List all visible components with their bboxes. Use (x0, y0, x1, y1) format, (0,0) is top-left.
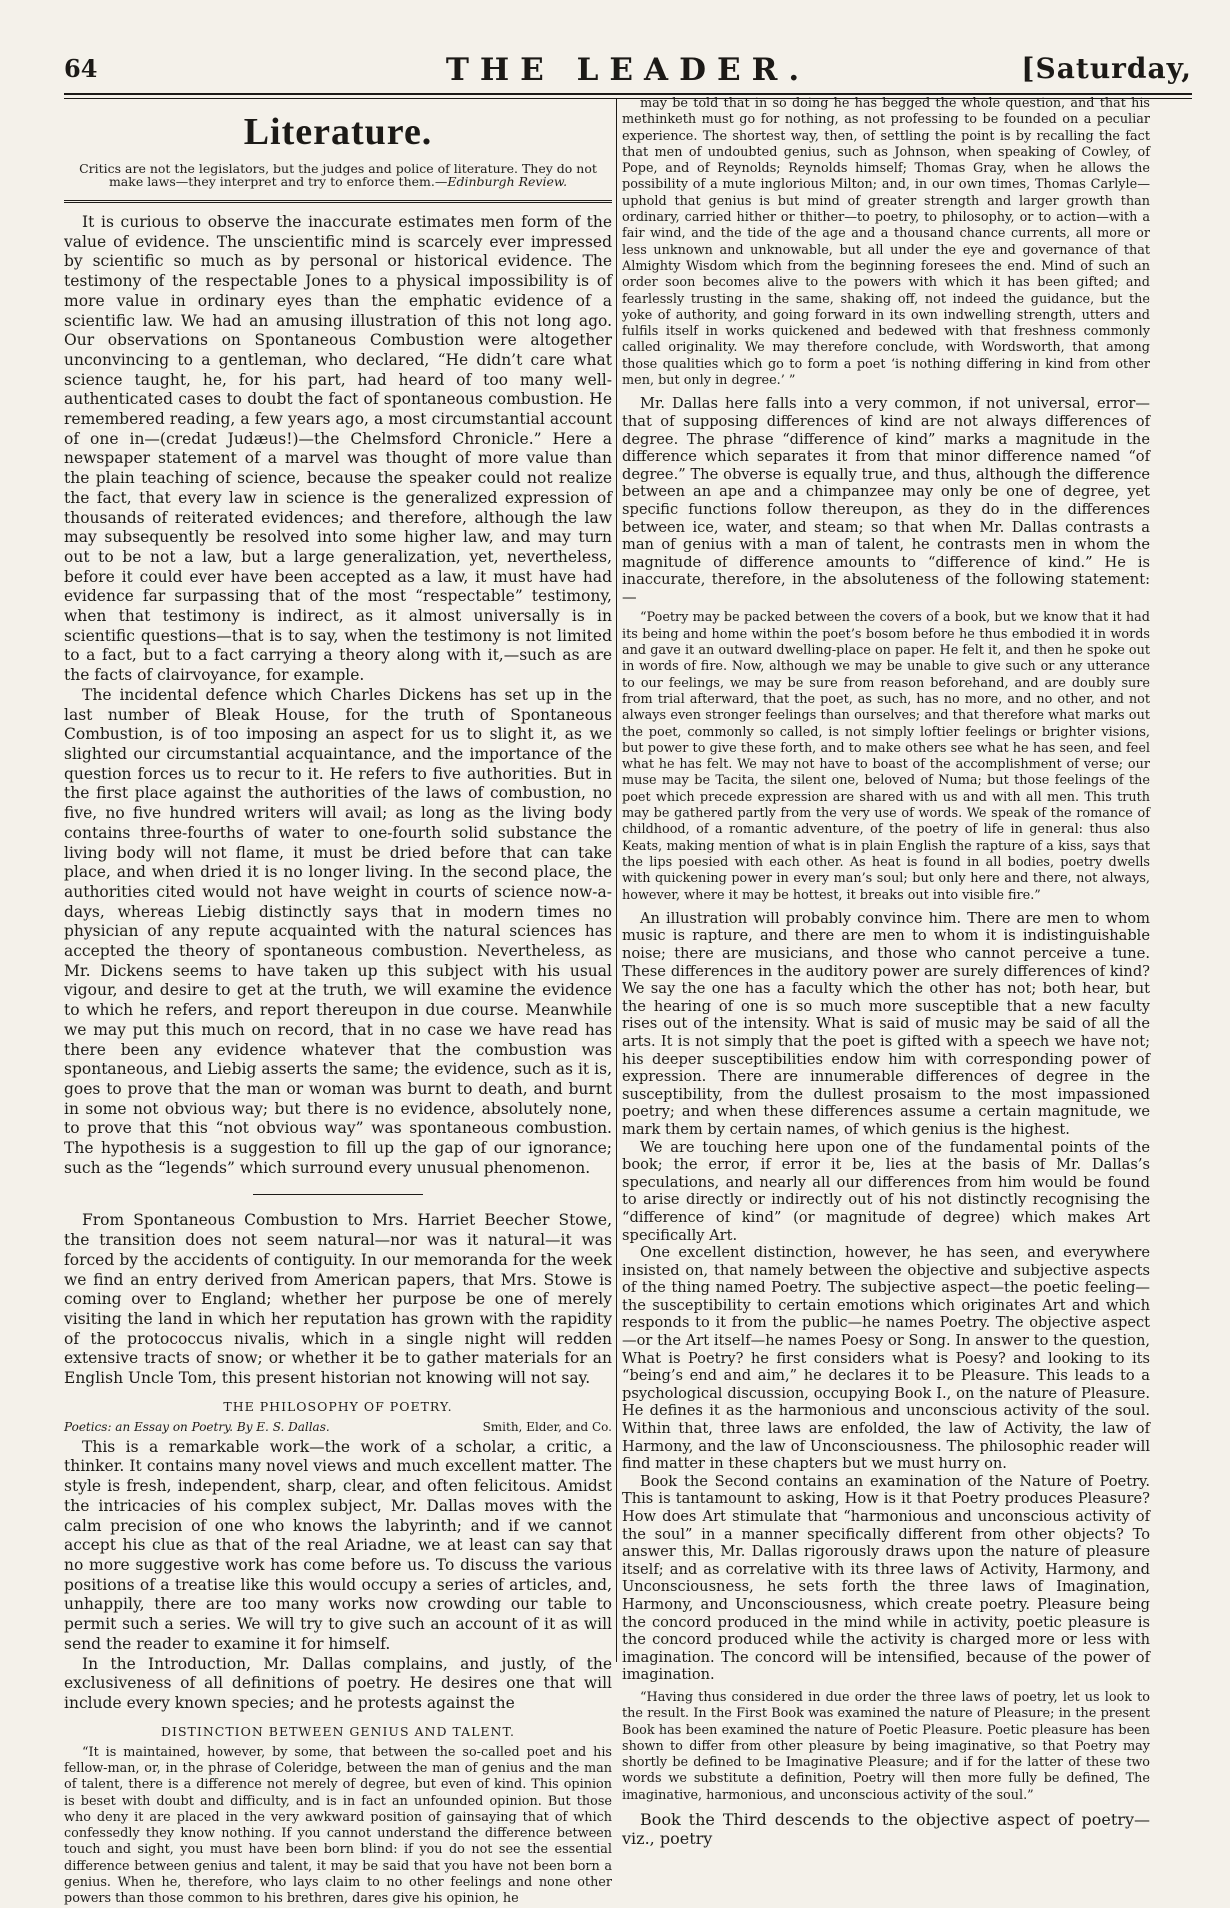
right-body-b (622, 910, 1150, 1684)
review-heading: THE PHILOSOPHY OF POETRY. (223, 1398, 453, 1414)
paragraph-fundamental: We are touching here upon one of the fundamental points of the book; the error, if error it be, lies at the basis of Mr. Dallas’s speculations, and nearly all our differences from him would be found to arise directly or indirectly out of his not distinctly recognising the “difference of kind” (or magnitude of degree) which makes Art specifically Art. (622, 1138, 1150, 1244)
masthead-title: THE LEADER. (445, 52, 811, 88)
citation-publisher: Smith, Elder, and Co. (482, 1419, 612, 1434)
paragraph-book-second: Book the Second contains an examination of the Nature of Poetry. This is tantamount to asking, How is it that Poetry produces Pleasure? How does Art stimulate that “harmonious and unconscious activity of the soul” in a manner specifically different from other objects? To answer this, Mr. Dallas rigorously draws upon the nature of pleasure itself; and as correlative with its three laws of Activity, Harmony, and Unconsciousness, he sets forth the three laws of Imagination, Harmony, and Unconsciousness, which create poetry. Pleasure being the concord produced in the mind while in activity, poetic pleasure is the concord produced while the activity is charged more or less with imagination. The concord will be intensified, because of the power of imagination. (622, 1472, 1150, 1684)
section-rule (64, 200, 612, 203)
paragraph-book-third: Book the Third descends to the objective aspect of poetry—viz., poetry (622, 1810, 1150, 1849)
column-divider (616, 98, 617, 1662)
paragraph-dallas-error: Mr. Dallas here falls into a very common, if not universal, error—that of supposing differences of kind are not always differences of degree. The phrase “difference of kind” marks a magnitude in the difference which separates it from that minor difference named “of degree.” The obverse is equally true, and thus, although the difference between an ape and a chimpanzee may only be one of degree, yet specific functions follow thereupon, as they do in the differences between ice, water, and steam; so that when Mr. Dallas contrasts a man of genius with a man of talent, he contrasts men in whom the magnitude of difference amounts to “difference of kind.” He is inaccurate, therefore, in the absoluteness of the following statement:— (622, 395, 1150, 606)
epigraph-text: Critics are not the legislators, but the judges and police of literature. They do not make laws—they interpret and try to enforce them.— (79, 161, 597, 189)
separator-rule (253, 1194, 423, 1195)
paragraph-dickens: The incidental defence which Charles Dickens has set up in the last number of Bleak House, for the truth of Spontaneous Combustion, is of too imposing an aspect for us to slight it, as we slighted our circumstantial acquaintance, and the importance of the question forces us to recur to it. He refers to five authorities. But in the first place against the authorities of the laws of combustion, no five, no five hundred writers will avail; as long as the living body contains three-fourths of water to one-fourth solid substance the living body will not flame, it must be dried before that can take place, and when dried it is no longer living. In the second place, the authorities cited would not have weight in courts of science now-a-days, whereas Liebig distinctly says that in modern times no physician of any repute acquainted with the natural sciences has accepted the theory of spontaneous combustion. Nevertheless, as Mr. Dickens seems to have taken up this subject with his usual vigour, and desire to get at the truth, we will examine the evidence to which he refers, and report thereupon in due course. Meanwhile we may put this much on record, that in no case we have read has there been any evidence whatever that the combustion was spontaneous, and Liebig asserts the same; the evidence, such as it is, goes to prove that the man or woman was burnt to death, and burnt in some not obvious way; but there is no evidence, absolutely none, to prove that this “not obvious way” was spontaneous combustion. The hypothesis is a suggestion to fill up the gap of our ignorance; such as the “legends” which surround every unusual phenomenon. (64, 685, 612, 1177)
left-body (64, 213, 612, 1389)
citation-title: Poetics: an Essay on Poetry. By E. S. Dallas. (64, 1419, 330, 1434)
paragraph-remarkable-work: This is a remarkable work—the work of a scholar, a critic, a thinker. It contains many novel views and much excellent matter. The style is fresh, independent, sharp, clear, and often felicitous. Amidst the intricacies of his complex subject, Mr. Dallas moves with the calm precision of one who knows the labyrinth; and if we cannot accept his clue as that of the real Ariadne, we at least can say that no more suggestive work has come before us. To discuss the various positions of a treatise like this would occupy a series of articles, and, unhappily, there are too many works now crowding our table to permit such a series. We will try to give such an account of it as will send the reader to examine it for himself. (64, 1437, 612, 1653)
subheading-genius-talent: DISTINCTION BETWEEN GENIUS AND TALENT. (161, 1723, 515, 1739)
paragraph-illustration: An illustration will probably convince him. There are men to whom music is rapture, and there are men to whom it is indistinguishable noise; there are musicians, and those who cannot perceive a tune. These differences in the auditory power are surely differences of kind? We say the one has a faculty which the other has not; both hear, but the hearing of one is so much more susceptible that a new faculty rises out of the intensity. What is said of music may be said of all the arts. It is not simply that the poet is gifted with a speech we have not; his deeper susceptibilities endow him with corresponding power of expression. There are innumerable differences of degree in the susceptibility, from the dullest prosaism to the most impassioned poetry; and when these differences assume a certain magnitude, we mark them by certain names, of which genius is the highest. (622, 909, 1150, 1138)
left-column (64, 96, 612, 1907)
page-header (64, 46, 1192, 92)
epigraph-source: Edinburgh Review. (447, 174, 568, 189)
paragraph-evidence: It is curious to observe the inaccurate estimates men form of the value of evidence. The unscientific mind is scarcely ever impressed by scientific so much as by personal or historical evidence. The testimony of the respectable Jones to a physical impossibility is of more value in ordinary eyes than the emphatic evidence of a scientific law. We had an amusing illustration of this not long ago. Our observations on Spontaneous Combustion were altogether unconvincing to a gentleman, who declared, “He didn’t care what science taught, he, for his part, had heard of too many well-authenticated cases to doubt the fact of spontaneous combustion. He remembered reading, a few years ago, a most circumstantial account of one in—(credat Judæus!)—the Chelmsford Chronicle.” Here a newspaper statement of a marvel was thought of more value than the plain teaching of science, because the speaker could not realize the fact, that every law in science is the generalized expression of thousands of reiterated evidences; and therefore, although the law may subsequently be resolved into some higher law, and may turn out to be not a law, but a large generalization, yet, nevertheless, before it could ever have been accepted as a law, it must have had evidence far surpassing that of the most “respectable” testimony, when that testimony is indirect, as it almost universally is in scientific questions—that is to say, when the testimony is not limited to a fact, but to a fact carrying a theory along with it,—such as are the facts of clairvoyance, for example. (64, 213, 612, 685)
right-body-a (622, 395, 1150, 606)
right-column (622, 96, 1150, 1849)
page-number: 64 (64, 54, 98, 83)
book-citation (64, 1420, 612, 1434)
section-heading: Literature. (243, 111, 433, 153)
paragraph-stowe: From Spontaneous Combustion to Mrs. Harriet Beecher Stowe, the transition does not seem natural—nor was it natural—it was forced by the accidents of contiguity. In our memoranda for the week we find an entry derived from American papers, that Mrs. Stowe is coming over to England; whether her purpose be one of merely visiting the land in which her reputation has grown with the rapidity of the protococcus nivalis, which in a single night will redden extensive tracts of snow; or whether it be to gather materials for an English Uncle Tom, this present historian not knowing will not say. (64, 1211, 612, 1388)
paragraph-distinction: One excellent distinction, however, he has seen, and everywhere insisted on, that namely between the objective and subjective aspects of the thing named Poetry. The subjective aspect—the poetic feeling—the susceptibility to certain emotions which originates Art and which responds to it from the public—he names Poetry. The objective aspect—or the Art itself—he names Poesy or Song. In answer to the question, What is Poetry? he first considers what is Poesy? and looking to its “being’s end and aim,” he declares it to be Pleasure. This leads to a psychological discussion, occupying Book I., on the nature of Pleasure. He defines it as the harmonious and unconscious activity of the soul. Within that, three laws are enfolded, the law of Activity, the law of Harmony, and the law of Unconsciousness. The philosophic reader will find matter in these chapters but we must hurry on. (622, 1244, 1150, 1473)
quote-poetry: “Poetry may be packed between the covers of a book, but we know that it had its being and home within the poet’s bosom before he thus embodied it in words and gave it an outward dwelling-place on paper. He felt it, and then he spoke out in words of fire. Now, although we may be unable to give such or any utterance to our feelings, we may be sure from reason beforehand, and are doubly sure from trial afterward, that the poet, as such, has no more, and no other, and not always even stronger feelings than ourselves; and that therefore what marks out the poet, commonly so called, is not simply loftier feelings or brighter visions, but power to give these forth, and to make others see what he has seen, and feel what he has felt. We may not have to boast of the accomplishment of verse; our muse may be Tacita, the silent one, beloved of Numa; but those feelings of the poet which precede expression are shared with us and with all men. This truth may be gathered partly from the very use of words. We speak of the romance of childhood, of a romantic adventure, of the poetry of life in general: thus also Keats, making mention of what is in plain English the rapture of a kiss, says that the lips poesied with each other. As heat is found in all bodies, poetry dwells with quickening power in every man’s soul; but only here and there, not always, however, where it may be hottest, it breaks out into visible fire.” (622, 610, 1150, 903)
review-body (64, 1438, 612, 1714)
quote-continued: may be told that in so doing he has begged the whole question, and that his methinketh must go for nothing, as not professing to be founded on a peculiar experience. The shortest way, then, of settling the point is by recalling the fact that men of undoubted genius, such as Johnson, when speaking of Cowley, of Pope, and of Reynolds; Reynolds himself; Thomas Gray, when he allows the possibility of a mute inglorious Milton; and, in our own times, Thomas Carlyle—uphold that genius is but mind of greater strength and larger growth than ordinary, carried hither or thither—to poetry, to philosophy, or to action—with a fair wind, and the tide of the age and a thousand chance currents, all more or less unknown and unknowable, but all under the eye and governance of that Almighty Wisdom which from the beginning foresees the end. Mind of such an order soon becomes alive to the powers with which it has been gifted; and fearlessly trusting in the same, shaking off, not indeed the guidance, but the yoke of authority, and going forward in its own indwelling strength, utters and fulfils itself in works quickened and bedewed with that freshness commonly called originality. We may therefore conclude, with Wordsworth, that among those qualities which go to form a poet ‘is nothing differing in kind from other men, but only in degree.’ ” (622, 96, 1150, 389)
quote-three-laws: “Having thus considered in due order the three laws of poetry, let us look to the result. In the First Book was examined the nature of Pleasure; in the present Book has been examined the nature of Poetic Pleasure. Poetic pleasure has been shown to differ from other pleasure by being imaginative, so that Poetry may shortly be defined to be Imaginative Pleasure; and if for the latter of these two words we substitute a definition, Poetry will then more fully be defined, The imaginative, harmonious, and unconscious activity of the soul.” (622, 1689, 1150, 1803)
quote-genius: “It is maintained, however, by some, that between the so-called poet and his fellow-man, or, in the phrase of Coleridge, between the man of genius and the man of talent, there is a difference not merely of degree, but even of kind. This opinion is beset with doubt and difficulty, and is in fact an unfounded opinion. But those who deny it are placed in the very awkward position of gainsaying that of which confessedly they know nothing. If you cannot understand the difference between touch and sight, you must have been born blind: if you do not see the essential difference between genius and talent, it may be said that you have not been born a genius. When he, therefore, who lays claim to no other feelings and none other powers than those common to his brethren, dares give his opinion, he (64, 1744, 612, 1907)
epigraph (78, 162, 598, 188)
paragraph-introduction: In the Introduction, Mr. Dallas complains, and justly, of the exclusiveness of all definitions of poetry. He desires one that will include every known species; and he protests against the (64, 1654, 612, 1712)
header-day: [Saturday, (1021, 52, 1192, 85)
